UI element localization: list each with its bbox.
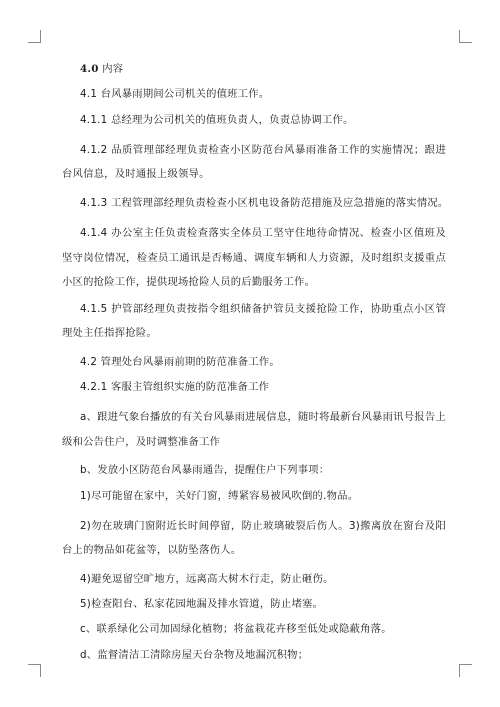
- paragraph: c、联系绿化公司加固绿化植物；将盆栽花卉移至低处或隐蔽角落。: [80, 623, 392, 636]
- paragraph: 4.1.3 工程管理部经理负责检查小区机电设备防范措施及应急措施的落实情况。: [80, 196, 449, 209]
- section-heading-number: 4.0: [80, 63, 99, 75]
- paragraph: d、监督清洁工清除房屋天台杂物及地漏沉积物；: [80, 648, 309, 661]
- paragraph: 4.1.4 办公室主任负责检查落实全体员工坚守住地待命情况、检查小区值班及坚守岗位情况，检查员工通讯是否畅通、调度车辆和人力资源，及时组织支援重点小区的抢险工作，提供现场抢险人员的后勤服务工作。: [62, 227, 446, 289]
- section-heading: [62, 62, 446, 76]
- crop-mark-bottom-left: [28, 664, 41, 677]
- paragraph: 4.1 台风暴雨期间公司机关的值班工作。: [80, 88, 270, 101]
- list-item: 5)检查阳台、私家花园地漏及排水管道，防止堵塞。: [80, 598, 324, 611]
- paragraph: 4.1.2 品质管理部经理负责检查小区防范台风暴雨准备工作的实施情况；跟进台风信息，及时通报上级领导。: [62, 143, 446, 181]
- document-body: [62, 62, 449, 673]
- paragraph: b、发放小区防范台风暴雨通告，提醒住户下列事项：: [80, 464, 330, 477]
- paragraph: 4.1.5 护管部经理负责按指令组织储备护管员支援抢险工作，协助重点小区管理处主任指挥抢险。: [62, 302, 446, 340]
- paragraph: 4.2 管理处台风暴雨前期的防范准备工作。: [80, 355, 280, 368]
- list-item: 2)勿在玻璃门窗附近长时间停留，防止玻璃破裂后伤人。3)搬离放在窗台及阳台上的物品如花盆等，以防坠落伤人。: [62, 519, 446, 557]
- crop-mark-top-right: [459, 30, 472, 43]
- section-heading-title: 内容: [102, 63, 124, 75]
- crop-mark-top-left: [28, 30, 41, 43]
- list-item: 1)尽可能留在家中，关好门窗，缚紧容易被风吹倒的.物品。: [80, 489, 359, 502]
- paragraph: a、跟进气象台播放的有关台风暴雨进展信息，随时将最新台风暴雨讯号报告上级和公告住户，及时调整准备工作: [62, 411, 446, 448]
- crop-mark-bottom-right: [459, 664, 472, 677]
- paragraph: 4.1.1 总经理为公司机关的值班负责人，负责总协调工作。: [80, 113, 354, 126]
- list-item: 4)避免逗留空旷地方，远离高大树木行走，防止砸伤。: [80, 572, 334, 585]
- paragraph: 4.2.1 客服主管组织实施的防范准备工作: [80, 380, 270, 393]
